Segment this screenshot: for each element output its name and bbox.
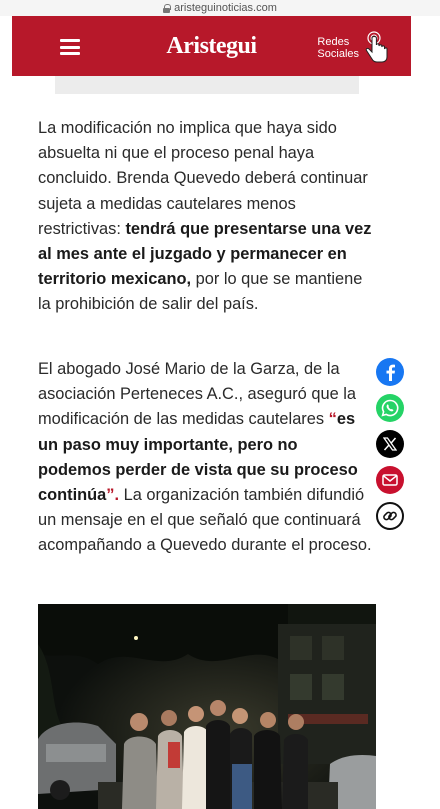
ad-placeholder — [55, 76, 359, 94]
social-networks-button[interactable] — [317, 36, 359, 60]
article-paragraph-2 — [38, 357, 374, 559]
whatsapp-icon — [381, 399, 399, 417]
site-logo[interactable]: Aristegui — [166, 33, 257, 59]
mail-icon — [382, 474, 398, 486]
quote-close: ”. — [106, 486, 120, 505]
x-icon — [383, 437, 397, 451]
share-x-button[interactable] — [376, 430, 404, 458]
link-icon — [382, 508, 398, 524]
photo-illustration — [38, 604, 376, 809]
share-whatsapp-button[interactable] — [376, 394, 404, 422]
redes-label-line2: Sociales — [317, 48, 359, 60]
facebook-icon — [383, 363, 397, 381]
p1-bold: tendrá que presentarse una vez al mes ante el juzgado y permanecer en territorio mexicano, — [38, 219, 372, 289]
share-email-button[interactable] — [376, 466, 404, 494]
quote-open: “ — [328, 410, 337, 429]
article-paragraph-1 — [38, 116, 374, 318]
site-header — [12, 16, 411, 76]
share-facebook-button[interactable] — [376, 358, 404, 386]
url-text: aristeguinoticias.com — [174, 2, 277, 14]
p1-text-2: por lo que se mantiene la prohibición de salir del país. — [38, 270, 363, 314]
redes-label-line1: Redes — [317, 36, 350, 48]
p1-text-1: La modificación no implica que haya sido absuelta ni que el proceso penal haya concluido. Brenda Quevedo deberá continuar sujeta a medidas cautelares menos restrictivas: — [38, 119, 368, 238]
p2-text-1: El abogado José Mario de la Garza, de la asociación Perteneces A.C., aseguró que la modificación de las medidas cautelares — [38, 360, 356, 429]
p2-text-2: La organización también difundió un mensaje en el que señaló que continuará acompañando a Quevedo durante el proceso. — [38, 486, 372, 555]
copy-link-button[interactable] — [376, 502, 404, 530]
p2-bold-quote: es un paso muy importante, pero no podemos perder de vista que su proceso continúa — [38, 410, 358, 505]
lock-icon — [163, 4, 170, 13]
browser-url-bar[interactable] — [0, 0, 440, 16]
article-photo — [38, 604, 376, 809]
pointing-hand-icon[interactable] — [363, 30, 389, 64]
